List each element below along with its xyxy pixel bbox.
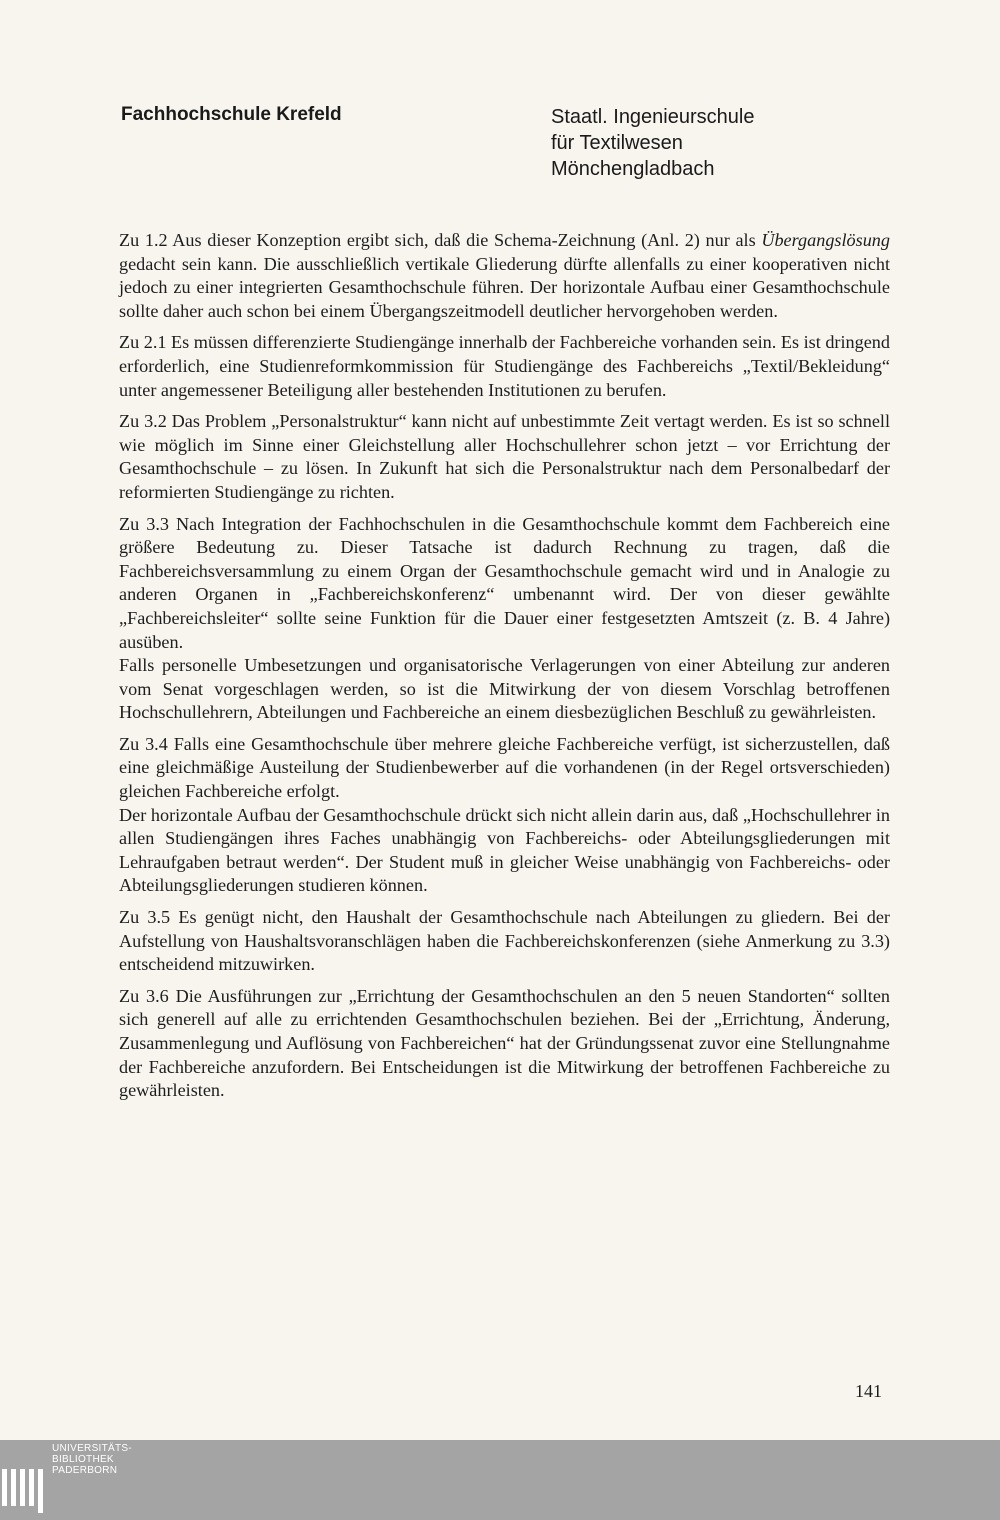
library-name-line: PADERBORN (52, 1465, 118, 1476)
paragraph-text: Zu 1.2 Aus dieser Konzeption ergibt sich, daß die Schema-Zeichnung (Anl. 2) nur als (119, 230, 762, 250)
institution-right-heading (551, 104, 754, 182)
paragraph-text: Zu 3.3 Nach Integration der Fachhochschulen in die Gesamthochschule kommt dem Fachbereich eine größere Bedeutung zu. Dieser Tatsache ist dadurch Rechnung zu tragen, daß die Fachbereichsversammlung zu einem Organ der Gesamthochschule gemacht wird und in Analogie zu anderen Organen in „Fachbereichskonferenz“ umbenannt wird. Der von dieser gewählte „Fachbereichsleiter“ sollte seine Funktion für die Dauer einer festgesetzten Amtszeit (z. B. 4 Jahre) ausüben. (119, 513, 890, 652)
institution-right-line: für Textilwesen (551, 132, 683, 154)
paragraph (119, 985, 890, 1103)
paragraph (119, 906, 890, 977)
library-footer (0, 1440, 1000, 1520)
library-name-line: BIBLIOTHEK (52, 1454, 114, 1465)
paragraph (119, 733, 890, 898)
institution-right-line: Staatl. Ingenieurschule (551, 106, 755, 128)
paragraph-text: Zu 3.2 Das Problem „Personalstruktur“ kann nicht auf unbestimmte Zeit vertagt werden. Es ist so schnell wie möglich im Sinne einer Gleichstellung aller Hochschullehrer schon jetzt – vor Errichtung der Gesamthochschule – zu lösen. In Zukunft hat sich die Personalstruktur nach dem Personalbedarf der reformierten Studiengänge zu richten. (119, 411, 890, 502)
paragraph (119, 410, 890, 504)
library-name (52, 1443, 132, 1476)
emphasized-text: Übergangslösung (761, 230, 890, 250)
paragraph-text: Zu 3.5 Es genügt nicht, den Haushalt der Gesamthochschule nach Abteilungen zu gliedern. Bei der Aufstellung von Haushaltsvoranschlägen haben die Fachbereichskonferenzen (siehe Anmerkung zu 3.3) entscheidend mitzuwirken. (119, 907, 890, 975)
paragraph-text: Falls personelle Umbesetzungen und organisatorische Verlagerungen von einer Abteilung zur anderen vom Senat vorgeschlagen werden, so ist die Mitwirkung der von diesem Vorschlag betroffenen Hochschullehrern, Abteilungen und Fachbereiche an einem diesbezüglichen Beschluß zu gewährleisten. (119, 655, 890, 723)
paragraph-text: Zu 3.6 Die Ausführungen zur „Errichtung der Gesamthochschulen an den 5 neuen Standorten“ sollten sich generell auf alle zu errichtenden Gesamthochschulen beziehen. Bei der „Errichtung, Änderung, Zusammenlegung und Auflösung von Fachbereichen“ hat der Gründungssenat zuvor eine Stellungnahme der Fachbereiche anzufordern. Bei Entscheidungen ist die Mitwirkung der betroffenen Fachbereiche zu gewährleisten. (119, 985, 890, 1101)
paragraph (119, 331, 890, 402)
paragraph-text: Der horizontale Aufbau der Gesamthochschule drückt sich nicht allein darin aus, daß „Hochschullehrer in allen Studiengängen ihres Faches unabhängig von Fachbereichs- oder Abteilungsgliederungen mit Lehraufgaben betraut werden“. Der Student muß in gleicher Weise unabhängig von Fachbereichs- oder Abteilungsgliederungen studieren können. (119, 804, 890, 896)
paragraph-text: Zu 2.1 Es müssen differenzierte Studiengänge innerhalb der Fachbereiche vorhanden sein. Es ist dringend erforderlich, eine Studienreformkommission für Studiengänge des Fachbereichs „Textil/Bekleidung“ unter angemessener Beteiligung aller bestehenden Institutionen zu berufen. (119, 332, 890, 400)
institution-right-line: Mönchengladbach (551, 158, 715, 180)
paragraph (119, 513, 890, 725)
body-text (119, 229, 890, 1111)
institution-left-heading: Fachhochschule Krefeld (121, 104, 342, 125)
library-logo-icon (0, 1440, 46, 1520)
paragraph-text: Zu 3.4 Falls eine Gesamthochschule über mehrere gleiche Fachbereiche verfügt, ist sicherzustellen, daß eine gleichmäßige Austeilung der Studienbewerber auf die vorhandenen (in der Regel ortsverschieden) gleichen Fachbereiche erfolgt. (119, 733, 890, 802)
library-name-line: UNIVERSITÄTS- (52, 1443, 133, 1454)
page-number: 141 (855, 1381, 882, 1401)
paragraph (119, 229, 890, 323)
paragraph-text: gedacht sein kann. Die ausschließlich vertikale Gliederung dürfte allenfalls zu einer kooperativen nicht jedoch zu einer integrierten Gesamthochschule führen. Der horizontale Aufbau einer Gesamthochschule sollte daher auch schon bei einem Übergangszeitmodell deutlicher hervorgehoben werden. (119, 253, 890, 321)
